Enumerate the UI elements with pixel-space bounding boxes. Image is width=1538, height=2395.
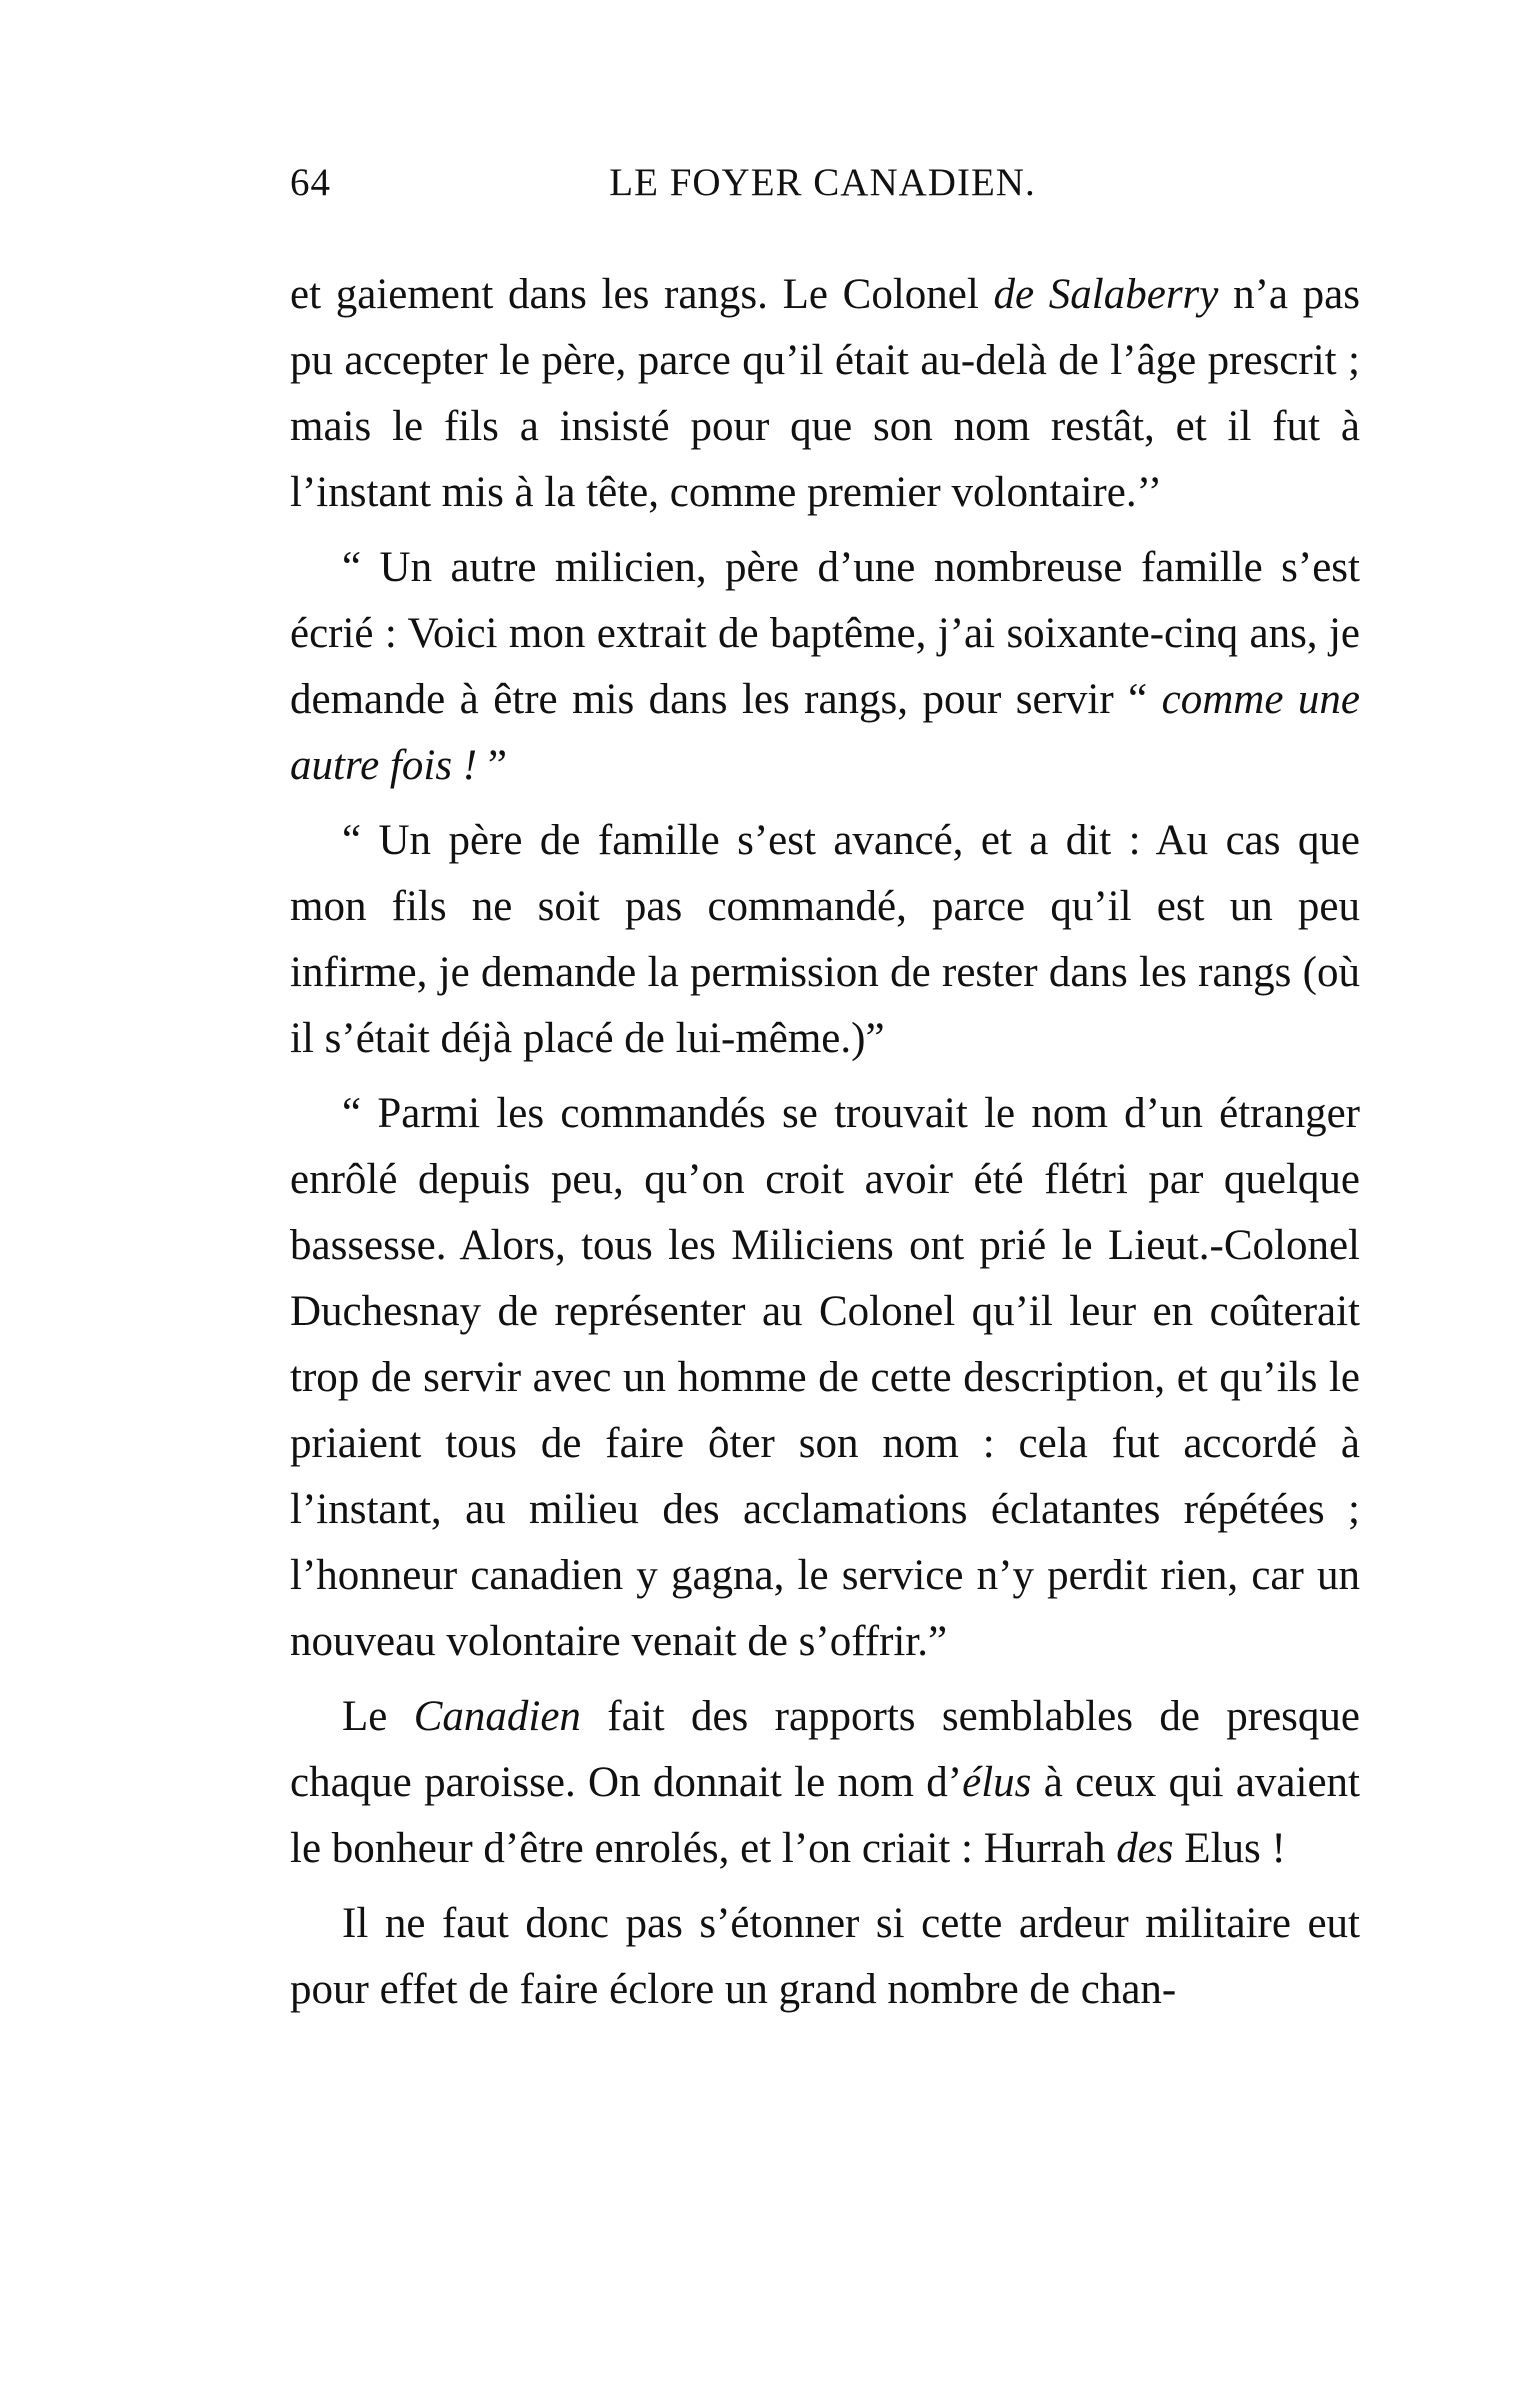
paragraph-1-text: et gaiement dans les rangs. Le Colonel bbox=[290, 271, 994, 318]
paragraph-5-text-cont-2: à ceux qui avaient le bonheur d’être enrolés, et l’on criait : Hurrah bbox=[290, 1759, 1360, 1872]
paragraph-3-text: “ Un père de famille s’est avancé, et a dit : Au cas que mon fils ne soit pas commandé, parce qu’il est un peu infirme, je demande la permission de rester dans les rangs (où il s’était déjà placé de lui-même.)” bbox=[290, 817, 1360, 1062]
running-head bbox=[290, 160, 1355, 220]
paragraph-6-text: Il ne faut donc pas s’étonner si cette ardeur militaire eut pour effet de faire éclore un grand nombre de chan- bbox=[290, 1900, 1360, 2013]
paragraph-2-italic-quote: comme une autre fois ! bbox=[290, 676, 1360, 789]
paragraph-5-italic-canadien: Canadien bbox=[413, 1693, 581, 1740]
paragraph-2 bbox=[290, 535, 1360, 799]
running-title: LE FOYER CANADIEN. bbox=[609, 161, 1036, 204]
paragraph-5-text-end: Elus ! bbox=[1173, 1825, 1286, 1872]
paragraph-1-italic-name: de Salaberry bbox=[993, 271, 1219, 318]
paragraph-5 bbox=[290, 1684, 1360, 1882]
paragraph-1-text-cont: n’a pas pu accepter le père, parce qu’il était au-delà de l’âge prescrit ; mais le fils a insisté pour que son nom restât, et il fut à l’instant mis à la tête, comme premier volontaire.’’ bbox=[290, 271, 1360, 516]
paragraph-1 bbox=[290, 262, 1360, 526]
paragraph-2-text-cont: ” bbox=[477, 742, 507, 789]
paragraph-6 bbox=[290, 1891, 1360, 2023]
page-number: 64 bbox=[290, 161, 331, 204]
paragraph-4-text: “ Parmi les commandés se trouvait le nom d’un étranger enrôlé depuis peu, qu’on croit avoir été flétri par quelque bassesse. Alors, tous les Miliciens ont prié le Lieut.-Colonel Duchesnay de représenter au Colonel qu’il leur en coûterait trop de servir avec un homme de cette description, et qu’ils le priaient tous de faire ôter son nom : cela fut accordé à l’instant, au milieu des acclamations éclatantes répétées ; l’honneur canadien y gagna, le service n’y perdit rien, car un nouveau volontaire venait de s’offrir.” bbox=[290, 1090, 1360, 1665]
paragraph-3 bbox=[290, 808, 1360, 1072]
body-text bbox=[290, 262, 1360, 2023]
paragraph-5-text-cont: fait des rapports semblables de presque chaque paroisse. On donnait le nom d’ bbox=[290, 1693, 1360, 1806]
paragraph-5-text: Le bbox=[342, 1693, 414, 1740]
paragraph-2-text: “ Un autre milicien, père d’une nombreuse famille s’est écrié : Voici mon extrait de baptême, j’ai soixante-cinq ans, je demande à être mis dans les rangs, pour servir “ bbox=[290, 544, 1360, 723]
paragraph-5-italic-des: des bbox=[1116, 1825, 1174, 1872]
paragraph-5-italic-elus: élus bbox=[962, 1759, 1032, 1806]
paragraph-4 bbox=[290, 1081, 1360, 1675]
